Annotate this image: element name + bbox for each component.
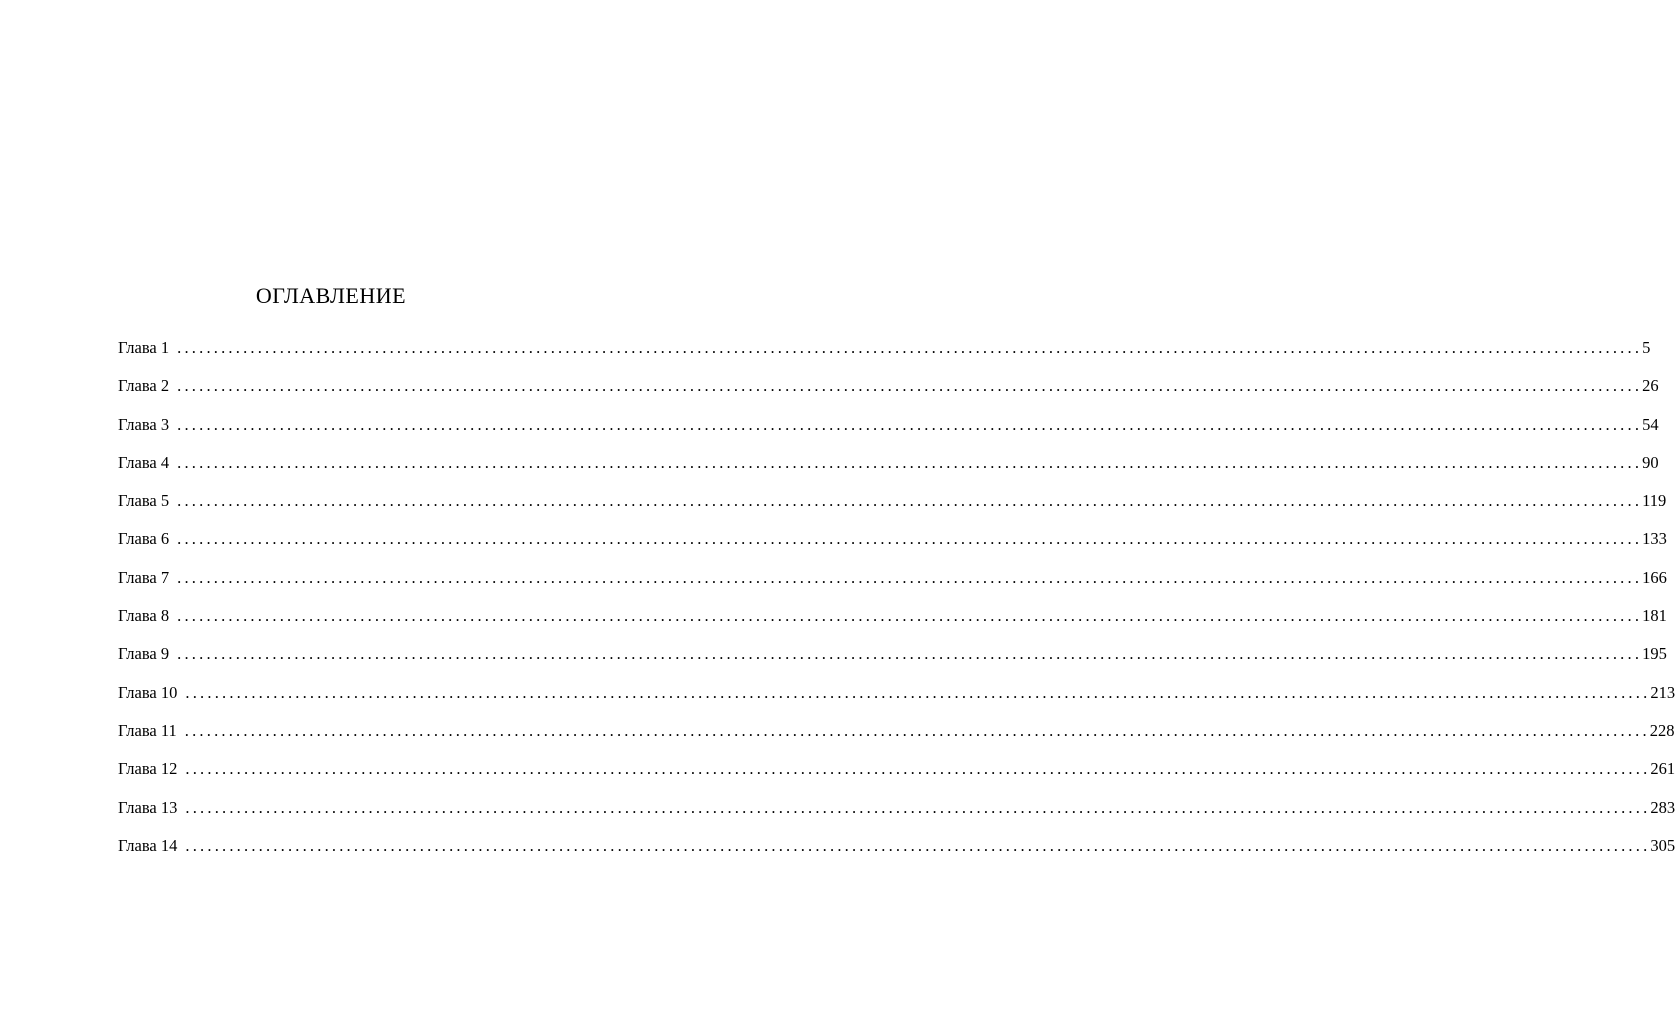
dot-leader: ........................................................................................................................................................................................................ xyxy=(177,452,1643,472)
dot-leader: ........................................................................................................................................................................................................ xyxy=(185,759,1651,779)
page-number: 133 xyxy=(1642,529,1667,549)
dot-leader: ........................................................................................................................................................................................................ xyxy=(177,529,1643,549)
page-number: 181 xyxy=(1642,606,1667,626)
chapter-label: Глава 4 xyxy=(118,452,170,472)
toc-entry xyxy=(118,835,1675,873)
page-number: 305 xyxy=(1650,835,1675,855)
dot-leader: ........................................................................................................................................................................................................ xyxy=(177,414,1643,434)
chapter-label: Глава 14 xyxy=(118,835,178,855)
chapter-label: Глава 9 xyxy=(118,644,170,664)
page-number: 283 xyxy=(1650,797,1675,817)
toc-entry xyxy=(118,682,1675,720)
toc-entry xyxy=(118,337,1651,375)
page-title: ОГЛАВЛЕНИЕ xyxy=(255,283,407,308)
dot-leader: ........................................................................................................................................................................................................ xyxy=(185,797,1651,817)
dot-leader: ........................................................................................................................................................................................................ xyxy=(185,835,1651,855)
page-number: 166 xyxy=(1642,567,1667,587)
page-number: 119 xyxy=(1642,491,1667,511)
page-number: 90 xyxy=(1642,452,1659,472)
chapter-label: Глава 11 xyxy=(118,720,177,740)
toc-entry xyxy=(118,643,1667,681)
table-of-contents xyxy=(118,337,1675,873)
toc-entry xyxy=(118,414,1659,452)
chapter-label: Глава 3 xyxy=(118,414,170,434)
chapter-label: Глава 7 xyxy=(118,567,170,587)
toc-entry xyxy=(118,567,1667,605)
toc-entry xyxy=(118,375,1659,413)
chapter-label: Глава 12 xyxy=(118,759,178,779)
dot-leader: ........................................................................................................................................................................................................ xyxy=(184,720,1650,740)
page-number: 261 xyxy=(1650,759,1675,779)
page-number: 195 xyxy=(1642,644,1667,664)
page-number: 26 xyxy=(1642,376,1659,396)
toc-entry xyxy=(118,452,1659,490)
toc-entry xyxy=(118,490,1667,528)
chapter-label: Глава 10 xyxy=(118,682,178,702)
dot-leader: ........................................................................................................................................................................................................ xyxy=(177,338,1643,357)
dot-leader: ........................................................................................................................................................................................................ xyxy=(177,376,1643,396)
chapter-label: Глава 1 xyxy=(118,338,170,357)
dot-leader: ........................................................................................................................................................................................................ xyxy=(177,644,1643,664)
dot-leader: ........................................................................................................................................................................................................ xyxy=(185,682,1651,702)
page-number: 54 xyxy=(1642,414,1659,434)
chapter-label: Глава 8 xyxy=(118,606,170,626)
chapter-label: Глава 5 xyxy=(118,491,170,511)
dot-leader: ........................................................................................................................................................................................................ xyxy=(177,567,1643,587)
toc-entry xyxy=(118,528,1667,566)
page-number: 228 xyxy=(1649,720,1675,740)
chapter-label: Глава 13 xyxy=(118,797,178,817)
toc-entry xyxy=(118,605,1667,643)
dot-leader: ........................................................................................................................................................................................................ xyxy=(177,491,1643,511)
page-number: 5 xyxy=(1642,338,1651,357)
toc-entry xyxy=(118,758,1675,796)
toc-entry xyxy=(118,720,1675,758)
page-number: 213 xyxy=(1650,682,1675,702)
toc-entry xyxy=(118,797,1675,835)
chapter-label: Глава 6 xyxy=(118,529,170,549)
dot-leader: ........................................................................................................................................................................................................ xyxy=(177,606,1643,626)
chapter-label: Глава 2 xyxy=(118,376,170,396)
